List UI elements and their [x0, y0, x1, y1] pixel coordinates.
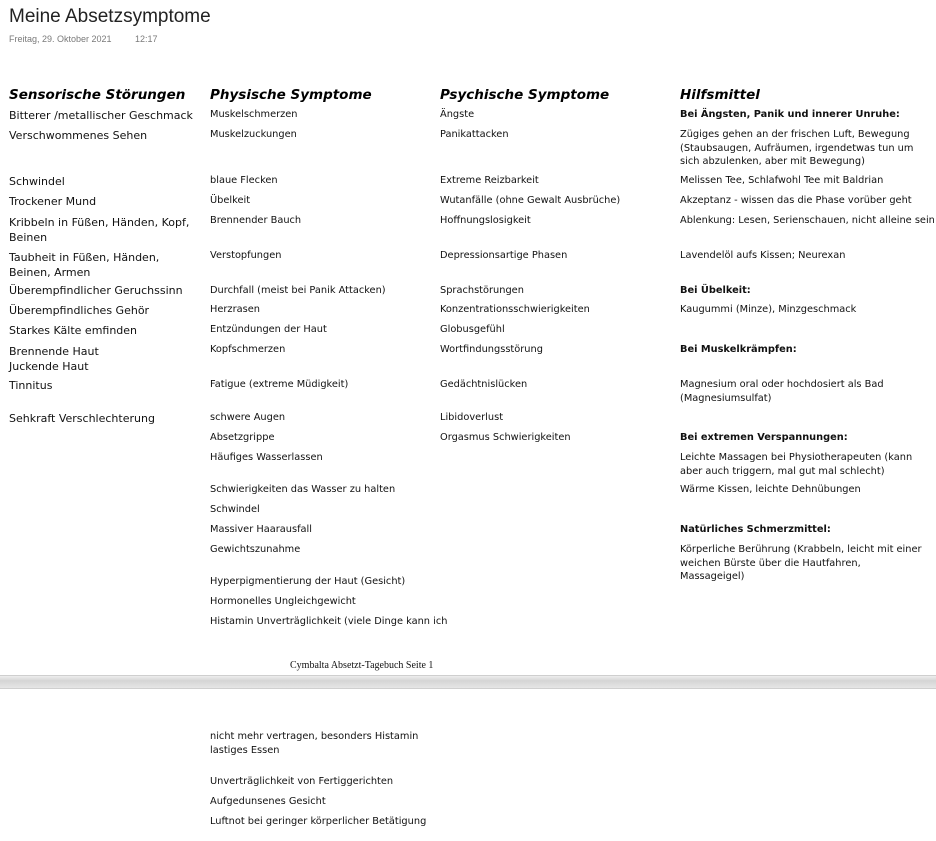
psychic-item: Depressionsartige Phasen: [440, 250, 568, 261]
page-title: Meine Absetzsymptome: [9, 6, 211, 27]
help-item: Melissen Tee, Schlafwohl Tee mit Baldrian: [680, 175, 884, 186]
psychic-item: Konzentrationsschwierigkeiten: [440, 304, 590, 315]
sensory-item: Bitterer /metallischer Geschmack: [9, 109, 193, 122]
psychic-item: Orgasmus Schwierigkeiten: [440, 432, 571, 443]
physical-item: Brennender Bauch: [210, 215, 302, 226]
heading-psychic: Psychische Symptome: [440, 87, 610, 103]
physical-item: Muskelschmerzen: [210, 109, 298, 120]
heading-sensory: Sensorische Störungen: [9, 87, 186, 103]
sensory-item: Taubheit in Füßen, Händen, Beinen, Armen: [9, 251, 160, 279]
help-subheading: Bei extremen Verspannungen:: [680, 432, 848, 443]
physical-item: Herzrasen: [210, 304, 260, 315]
physical-item: Absetzgrippe: [210, 432, 275, 443]
physical-item: Häufiges Wasserlassen: [210, 452, 323, 463]
psychic-item: Extreme Reizbarkeit: [440, 175, 539, 186]
help-item: Kaugummi (Minze), Minzgeschmack: [680, 304, 857, 315]
page-break: [0, 675, 936, 689]
physical-item: Massiver Haarausfall: [210, 524, 312, 535]
psychic-item: Libidoverlust: [440, 412, 504, 423]
physical-item: Hyperpigmentierung der Haut (Gesicht): [210, 576, 406, 587]
physical-item: Kopfschmerzen: [210, 344, 286, 355]
page-footer: Cymbalta Absetzt-Tagebuch Seite 1: [290, 660, 434, 671]
help-subheading: Bei Übelkeit:: [680, 285, 751, 296]
heading-physical: Physische Symptome: [210, 87, 372, 103]
sensory-item: Schwindel: [9, 175, 65, 188]
sensory-item: Sehkraft Verschlechterung: [9, 412, 155, 425]
help-item: Wärme Kissen, leichte Dehnübungen: [680, 484, 861, 495]
physical-item: Durchfall (meist bei Panik Attacken): [210, 285, 386, 296]
physical-item: Hormonelles Ungleichgewicht: [210, 596, 356, 607]
help-subheading: Natürliches Schmerzmittel:: [680, 524, 831, 535]
physical-item-continued: Aufgedunsenes Gesicht: [210, 796, 326, 807]
page-time: 12:17: [135, 34, 158, 44]
psychic-item: Globusgefühl: [440, 324, 505, 335]
physical-item: Verstopfungen: [210, 250, 282, 261]
physical-item: Muskelzuckungen: [210, 129, 297, 140]
sensory-item: Trockener Mund: [9, 195, 97, 208]
psychic-item: Panikattacken: [440, 129, 509, 140]
sensory-item: Tinnitus: [9, 379, 53, 392]
sensory-item: Brennende Haut Juckende Haut: [9, 345, 99, 373]
help-item: Magnesium oral oder hochdosiert als Bad (Magnesiumsulfat): [680, 379, 884, 404]
help-item: Ablenkung: Lesen, Serienschauen, nicht alleine sein: [680, 215, 935, 226]
physical-item-continued: Luftnot bei geringer körperlicher Betätigung: [210, 816, 427, 827]
physical-item: Gewichtszunahme: [210, 544, 301, 555]
sensory-item: Überempfindlicher Geruchssinn: [9, 284, 183, 297]
help-item: Zügiges gehen an der frischen Luft, Bewegung (Staubsaugen, Aufräumen, irgendetwas tun um sich abzulenken, aber mit Bewegung): [680, 129, 914, 167]
physical-item: Histamin Unverträglichkeit (viele Dinge kann ich: [210, 616, 448, 627]
page-date: Freitag, 29. Oktober 2021: [9, 34, 112, 44]
help-subheading: Bei Ängsten, Panik und innerer Unruhe:: [680, 109, 900, 120]
psychic-item: Sprachstörungen: [440, 285, 524, 296]
help-item: Akzeptanz - wissen das die Phase vorüber geht: [680, 195, 912, 206]
sensory-item: Starkes Kälte emfinden: [9, 324, 138, 337]
psychic-item: Ängste: [440, 109, 475, 120]
physical-item: Fatigue (extreme Müdigkeit): [210, 379, 349, 390]
help-subheading: Bei Muskelkrämpfen:: [680, 344, 797, 355]
sensory-item: Kribbeln in Füßen, Händen, Kopf, Beinen: [9, 216, 190, 244]
psychic-item: Hoffnungslosigkeit: [440, 215, 531, 226]
physical-item: schwere Augen: [210, 412, 286, 423]
help-item: Lavendelöl aufs Kissen; Neurexan: [680, 250, 846, 261]
physical-item: Entzündungen der Haut: [210, 324, 327, 335]
heading-help: Hilfsmittel: [680, 87, 760, 103]
sensory-item: Überempfindliches Gehör: [9, 304, 150, 317]
physical-item-continued: Unverträglichkeit von Fertiggerichten: [210, 776, 394, 787]
help-item: Leichte Massagen bei Physiotherapeuten (kann aber auch triggern, mal gut mal schlecht): [680, 452, 913, 477]
physical-item: Schwierigkeiten das Wasser zu halten: [210, 484, 396, 495]
help-item: Körperliche Berührung (Krabbeln, leicht mit einer weichen Bürste über die Hautfahren, Massageigel): [680, 544, 922, 582]
physical-item: blaue Flecken: [210, 175, 278, 186]
psychic-item: Wortfindungsstörung: [440, 344, 543, 355]
physical-item-continued: nicht mehr vertragen, besonders Histamin lastiges Essen: [210, 731, 419, 756]
psychic-item: Wutanfälle (ohne Gewalt Ausbrüche): [440, 195, 621, 206]
physical-item: Schwindel: [210, 504, 260, 515]
sensory-item: Verschwommenes Sehen: [9, 129, 148, 142]
physical-item: Übelkeit: [210, 195, 251, 206]
psychic-item: Gedächtnislücken: [440, 379, 528, 390]
